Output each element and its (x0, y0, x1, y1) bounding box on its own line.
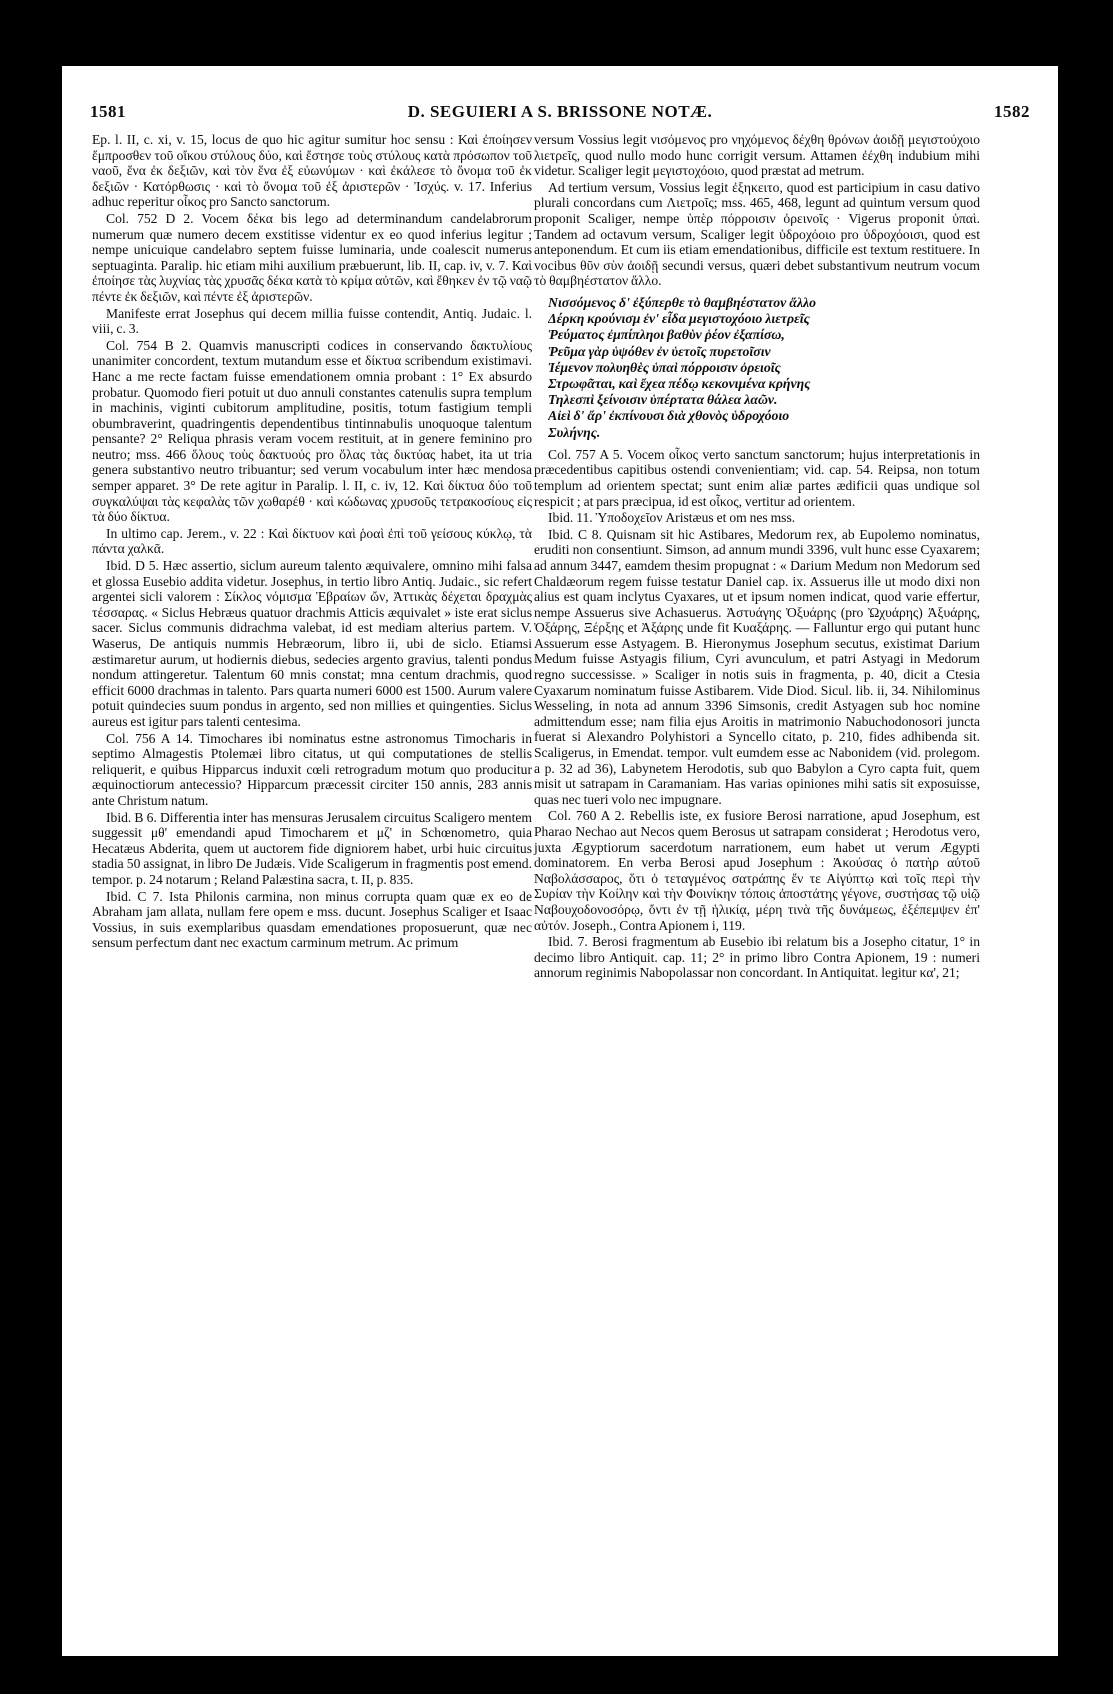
paragraph: Col. 756 A 14. Timochares ibi nominatus estne astronomus Timocharis in septimo Almagestis Ptolemæi libro citatus, ut qui computationes de stellis reliquerit, e quibus Hipparcus induxit cœli retrogradum motum quo producitur æquinoctiorum antecessio? Hipparcum præcessit circiter 150 annis, 283 annis ante Christum natum. (92, 730, 532, 808)
poem-line: Ῥεύματος ἐμπίπληοι βαθὺν ῥέον ἐξαπίσω, (548, 327, 785, 343)
poem-line: Δέρκη κρούνισμ ἐν' εἶδα μεγιστοχόοιο λιετρεῖς (548, 311, 810, 327)
paragraph: Ep. l. II, c. xi, v. 15, locus de quo hic agitur sumitur hoc sensu : Καὶ ἐποίησεν ἔμπροσθεν τοῦ οἴκου στύλους δύο, καὶ ἔστησε τοὺς στύλους κατὰ πρόσωπον τοῦ ναοῦ, ἕνα ἐκ δεξιῶν, καὶ τὸν ἕνα ἐξ εὐωνύμων · καὶ ἐκάλεσε τὸ ὄνομα τοῦ ἐκ δεξιῶν · Κατόρθωσις · καὶ τὸ ὄνομα τοῦ ἐξ ἀριστερῶν · Ἰσχύς. v. 17. Inferius adhuc reperitur οἶκος pro Sancto sanctorum. (92, 132, 532, 210)
paragraph: Col. 760 A 2. Rebellis iste, ex fusiore Berosi narratione, apud Josephum, est Pharao Nechao aut Necos quem Berosus ut satrapam considerat ; Herodotus vero, juxta Ægyptiorum sacerdotum narrationem, eum habet ut verum Ægypti dominatorem. En verba Berosi apud Josephum : Ἀκούσας ὁ πατὴρ αὐτοῦ Ναβολάσσαρος, ὅτι ὁ τεταγμένος σατράπης ἔν τε Αἰγύπτῳ καὶ τοῖς περὶ τὴν Συρίαν τὴν Κοίλην καὶ τὴν Φοινίκην τόποις ἀποστάτης γέγονε, συστήσας τῷ υἱῷ Ναβουχοδονοσόρῳ, ὄντι ἐν τῇ ἡλικίᾳ, μέρη τινὰ τῆς δυνάμεως, ἐξέπεμψεν ἐπ' αὐτόν. Joseph., Contra Apionem i, 119. (534, 808, 980, 933)
paragraph: versum Vossius legit νισόμενος pro νηχόμενος δέχθη θρόνων ἀοιδῇ μεγιστούχοιο λιετρεῖς, quod nullo modo hunc corrigit versum. Attamen ἐέχθη indubium mihi videtur. Scaliger legit μεγιστοχόοιο, quod præstat ad metrum. (534, 132, 980, 179)
paragraph: Ibid. 7. Berosi fragmentum ab Eusebio ibi relatum bis a Josepho citatur, 1° in decimo libro Antiquit. cap. 11; 2° in primo libro Contra Apionem, 19 : numeri annorum reginimis Nabopolassar non concordant. In Antiquitat. legitur κα', 21; (534, 934, 980, 981)
poem-line: Αἰεὶ δ' ἄρ' ἐκπίνουσι διὰ χθονὸς ὑδροχόοιο (548, 408, 790, 424)
right-column (534, 132, 980, 982)
left-column (92, 132, 532, 952)
paragraph: Ibid. B 6. Differentia inter has mensuras Jerusalem circuitus Scaligero mentem suggessit μθ' emendandi apud Timocharem et μζ' in Schœnometro, quia Hecatæus Abderita, quem ut auctorem fide digniorem habet, urbi huic circuitus stadia 50 assignat, in libro De Judæis. Vide Scaligerum in fragmentis post emend. tempor. p. 24 notarum ; Reland Palæstina sacra, t. II, p. 835. (92, 809, 532, 887)
poem-line: Στρωφᾶται, καὶ ἔχεα πέδῳ κεκονιμένα κρήνης (548, 375, 811, 391)
paragraph: Col. 754 B 2. Quamvis manuscripti codices in conservando δακτυλίους unanimiter concordent, textum mutandum esse et δίκτυα scribendum existimavi. Hanc a me recte factam fuisse emendationem omnia probant : 1° Ex absurdo probatur. Quomodo fieri potuit ut duo annuli constantes catenulis supra templum in machinis, viginti cubitorum amplitudine, positis, totum fastigium templi obumbraverint, quadringentis dependentibus tintinnabulis unoquoque talentum pensante? 2° Reliqua phrasis veram vocem restituit, at in genere feminino pro neutro; mss. 466 ὅλους τοὺς δακτυούς pro ὅλας τὰς δικτύας habet, ita ut tria genera substantivo neutro tribuantur; sed verum vocabulum inter hæc mendosa semper apparet. 3° De rete agitur in Paralip. l. II, c. iv, 12. Καὶ δίκτυα δύο τοῦ συγκαλύψαι τὰς κεφαλὰς τῶν χωθαρέθ · καὶ κώδωνας χρυσοῦς τετρακοσίους εἰς τὰ δύο δίκτυα. (92, 337, 532, 525)
paragraph: Ibid. D 5. Hæc assertio, siclum aureum talento æquivalere, omnino mihi falsa et glossa Eusebio addita videtur. Josephus, in tertio libro Antiq. Judaic., sic refert argentei sicli valorem : Σίκλος νόμισμα Ἑβραίων ὤν, Ἀττικὰς δέχεται δραχμὰς τέσσαρας. « Siclus Hebræus quatuor drachmis Atticis æquivalet » iste erat siclus sacer. Siclus communis didrachma valebat, id est mediam alterius partem. V. Waserus, De antiquis nummis Hebræorum, libro ii, ubi de siclo. Etiamsi æstimaretur aurum, ut hodiernis diebus, sedecies argento gravius, talenti pondus nondum attingeretur. Talentum 60 mnis constat; mna centum drachmis, quod efficit 6000 drachmas in talento. Pars quarta numeri 6000 est 1500. Aurum valere potuit quindecies suum pondus in argento, sed non millies et quingenties. Siclus aureus est igitur pars talenti centesima. (92, 558, 532, 729)
running-header (90, 102, 1030, 128)
paragraph: Ibid. C 7. Ista Philonis carmina, non minus corrupta quam quæ ex eo de Abraham jam allata, nullam fere opem e mss. ducunt. Josephus Scaliger et Isaac Vossius, in suis exemplaribus quasdam emendationes proposuerunt, quæ nec sensum perfectum dant nec exactum carminum metrum. Ac primum (92, 888, 532, 951)
paragraph: Ad tertium versum, Vossius legit ἐξηκειτο, quod est participium in casu dativo plurali concordans cum Λιετροῖς; mss. 465, 468, legunt ad quintum versum quod proponit Scaliger, nempe ὑπὲρ πόρροισιν ὀρεινοῖς · Vigerus proponit ὑπαὶ. Tandem ad octavum versum, Scaliger legit ὑδροχόοιο pro ὑδροχόοισι, quod est anteponendum. Et cum iis etiam emendationibus, difficile est textum restituere. In vocibus θῦν σὺν ἀοιδῇ secundi versus, quæri debet substantivum neutrum vocum τὸ θαμβηέστατον ἄλλο. (534, 179, 980, 289)
poem-line: Συλήνης. (548, 424, 601, 440)
paragraph: Ibid. C 8. Quisnam sit hic Astibares, Medorum rex, ab Eupolemo nominatus, eruditi non consentiunt. Simson, ad annum mundi 3396, vult hunc esse Cyaxarem; ad annum 3447, eamdem thesim propugnat : « Darium Medum non Medorum sed Chaldæorum regem fuisse testatur Daniel cap. ix. Assuerus ille ut modo dixi non alius est quam inclytus Cyaxares, ut et ipsum nomen indicat, quod varie effertur, nempe Assuerus sive Achasuerus. Ἀστυάγης Ὀξυάρης (pro Ὠχυάρης) Ἀξυάρης, Ὀξάρης, Ξέρξης et Ἀξάρης unde fit Κυαξάρης. — Falluntur ergo qui putant hunc Assuerum esse Astyagem. B. Hieronymus Josephum secutus, existimat Darium Medum fuisse Astyagis filium, Cyri avunculum, et patri Astyagi in Medorum regno successisse. » Scaliger in notis suis in fragmenta, p. 40, dicit a Ctesia Cyaxarum nominatum fuisse Astibarem. Vide Diod. Sicul. lib. ii, 34. Nihilominus Wesseling, in nota ad annum 3396 Simsonis, credit Astyagen sub hoc nomine admittendum esse; nam filia ejus Aroitis in matrimonio Nabuchodonosori juncta fuerat si Alexandro Polyhistori a Syncello citato, p. 210, fides adhibenda sit. Scaligerus, in Emendat. tempor. vult eumdem esse ac Nabonidem (vid. prolegom. a p. 32 ad 36), Labynetem Herodotis, sub quo Babylon a Cyro capta fuit, quem misit ut satrapam in Caramaniam. Has varias opiniones mihi satis sit exposuisse, quas nec tueri volo nec impugnare. (534, 526, 980, 807)
paragraph: Col. 757 A 5. Vocem οἶκος verto sanctum sanctorum; hujus interpretationis in præcedentibus capitibus ostendi convenientiam; vid. cap. 54. Reipsa, non totum templum ad orientem spectat; sunt enim aliæ partes ædificii quas undique sol respicit ; at pars præcipua, id est οἶκος, vertitur ad orientem. (534, 446, 980, 509)
greek-poem (542, 295, 980, 441)
running-title: D. SEGUIERI A S. BRISSONE NOTÆ. (407, 102, 713, 121)
paragraph: In ultimo cap. Jerem., v. 22 : Καὶ δίκτυον καὶ ῥοαὶ ἐπὶ τοῦ γείσους κύκλῳ, τὰ πάντα χαλκᾶ. (92, 525, 532, 557)
poem-line: Ἱέμενον πολυηθὲς ὑπαὶ πόρροισιν ὀρειοῖς (548, 359, 781, 375)
paragraph: Col. 752 D 2. Vocem δέκα bis lego ad determinandum candelabrorum numerum quæ numero decem exstitisse videntur ex eo quod inferius legitur ; nempe unicuique candelabro septem fuisse luminaria, unde coalescit numerus septuaginta. Paralip. hic etiam mihi auxilium præbuerunt, lib. II, cap. iv, v. 7. Καὶ ἐποίησε τὰς λυχνίας τὰς χρυσᾶς δέκα κατὰ τὸ κρίμα αὐτῶν, καὶ ἔθηκεν ἐν τῷ ναῷ πέντε ἐκ δεξιῶν, καὶ πέντε ἐξ ἀριστερῶν. (92, 210, 532, 304)
poem-line: Τηλεσπὶ ξείνοισιν ὑπέρτατα θάλεα λαῶν. (548, 392, 778, 408)
book-page (62, 66, 1058, 1656)
paragraph: Manifeste errat Josephus qui decem millia fuisse contendit, Antiq. Judaic. l. viii, c. 3. (92, 305, 532, 337)
poem-line: Ῥεῦμα γὰρ ὑψόθεν ἐν ὑετοῖς πυρετοῖσιν (548, 343, 771, 359)
paragraph: Ibid. 11. Ὑποδοχεῖον Aristæus et om nes mss. (548, 510, 796, 526)
poem-line: Νισσόμενος δ' ἐξύπερθε τὸ θαμβηέστατον ἄλλο (548, 294, 816, 310)
page-number-right: 1582 (994, 102, 1030, 121)
page-number-left: 1581 (90, 102, 126, 121)
